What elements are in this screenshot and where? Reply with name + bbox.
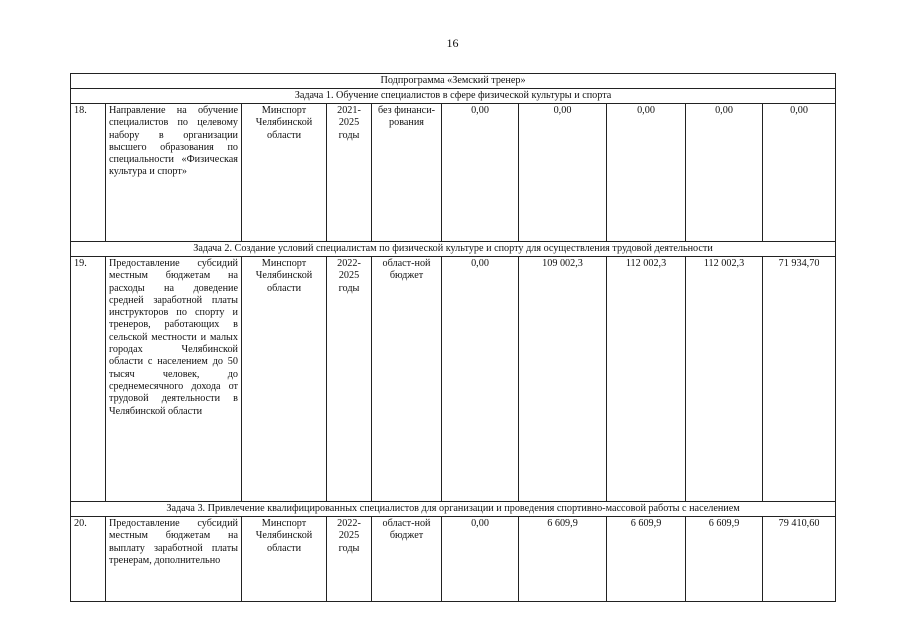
value-cell: 79 410,60	[763, 517, 836, 602]
period: 2022-2025 годы	[327, 257, 372, 502]
table-row	[71, 104, 836, 242]
task-header-row	[71, 502, 836, 517]
task-title: Задача 2. Создание условий специалистам по физической культуре и спорту для осуществления трудовой деятельности	[71, 242, 836, 257]
funding-source: област-ной бюджет	[372, 257, 442, 502]
value-cell: 0,00	[686, 104, 763, 242]
executor: Минспорт Челябинской области	[242, 104, 327, 242]
value-cell: 6 609,9	[519, 517, 607, 602]
period: 2022-2025 годы	[327, 517, 372, 602]
value-cell: 109 002,3	[519, 257, 607, 502]
task-header-row	[71, 242, 836, 257]
row-number: 18.	[71, 104, 106, 242]
executor: Минспорт Челябинской области	[242, 517, 327, 602]
funding-source: област-ной бюджет	[372, 517, 442, 602]
subprogram-title: Подпрограмма «Земский тренер»	[71, 74, 836, 89]
period: 2021-2025 годы	[327, 104, 372, 242]
value-cell: 0,00	[442, 517, 519, 602]
value-cell: 112 002,3	[686, 257, 763, 502]
value-cell: 0,00	[442, 257, 519, 502]
executor: Минспорт Челябинской области	[242, 257, 327, 502]
task-title: Задача 3. Привлечение квалифицированных специалистов для организации и проведения спортивно-массовой работы с населением	[71, 502, 836, 517]
value-cell: 6 609,9	[686, 517, 763, 602]
measure-name: Предоставление субсидий местным бюджетам на выплату заработной платы тренерам, дополнительно	[106, 517, 242, 602]
page-number: 16	[446, 36, 459, 50]
value-cell: 0,00	[607, 104, 686, 242]
value-cell: 71 934,70	[763, 257, 836, 502]
table-row	[71, 517, 836, 602]
measure-name: Направление на обучение специалистов по целевому набору в организации высшего образования по специальности «Физическая культура и спорт»	[106, 104, 242, 242]
task-title: Задача 1. Обучение специалистов в сфере физической культуры и спорта	[71, 89, 836, 104]
table-row	[71, 257, 836, 502]
funding-source: без финанси-рования	[372, 104, 442, 242]
measure-name: Предоставление субсидий местным бюджетам на расходы на доведение средней заработной платы инструкторов по спорту и тренеров, работающих в сельской местности и малых городах Челябинской области с населением до 50 тысяч человек, до среднемесячного дохода от трудовой деятельности в Челябинской области	[106, 257, 242, 502]
task-header-row	[71, 89, 836, 104]
value-cell: 6 609,9	[607, 517, 686, 602]
value-cell: 0,00	[763, 104, 836, 242]
program-table	[70, 73, 836, 602]
value-cell: 0,00	[442, 104, 519, 242]
value-cell: 112 002,3	[607, 257, 686, 502]
row-number: 19.	[71, 257, 106, 502]
subprogram-header-row	[71, 74, 836, 89]
value-cell: 0,00	[519, 104, 607, 242]
row-number: 20.	[71, 517, 106, 602]
